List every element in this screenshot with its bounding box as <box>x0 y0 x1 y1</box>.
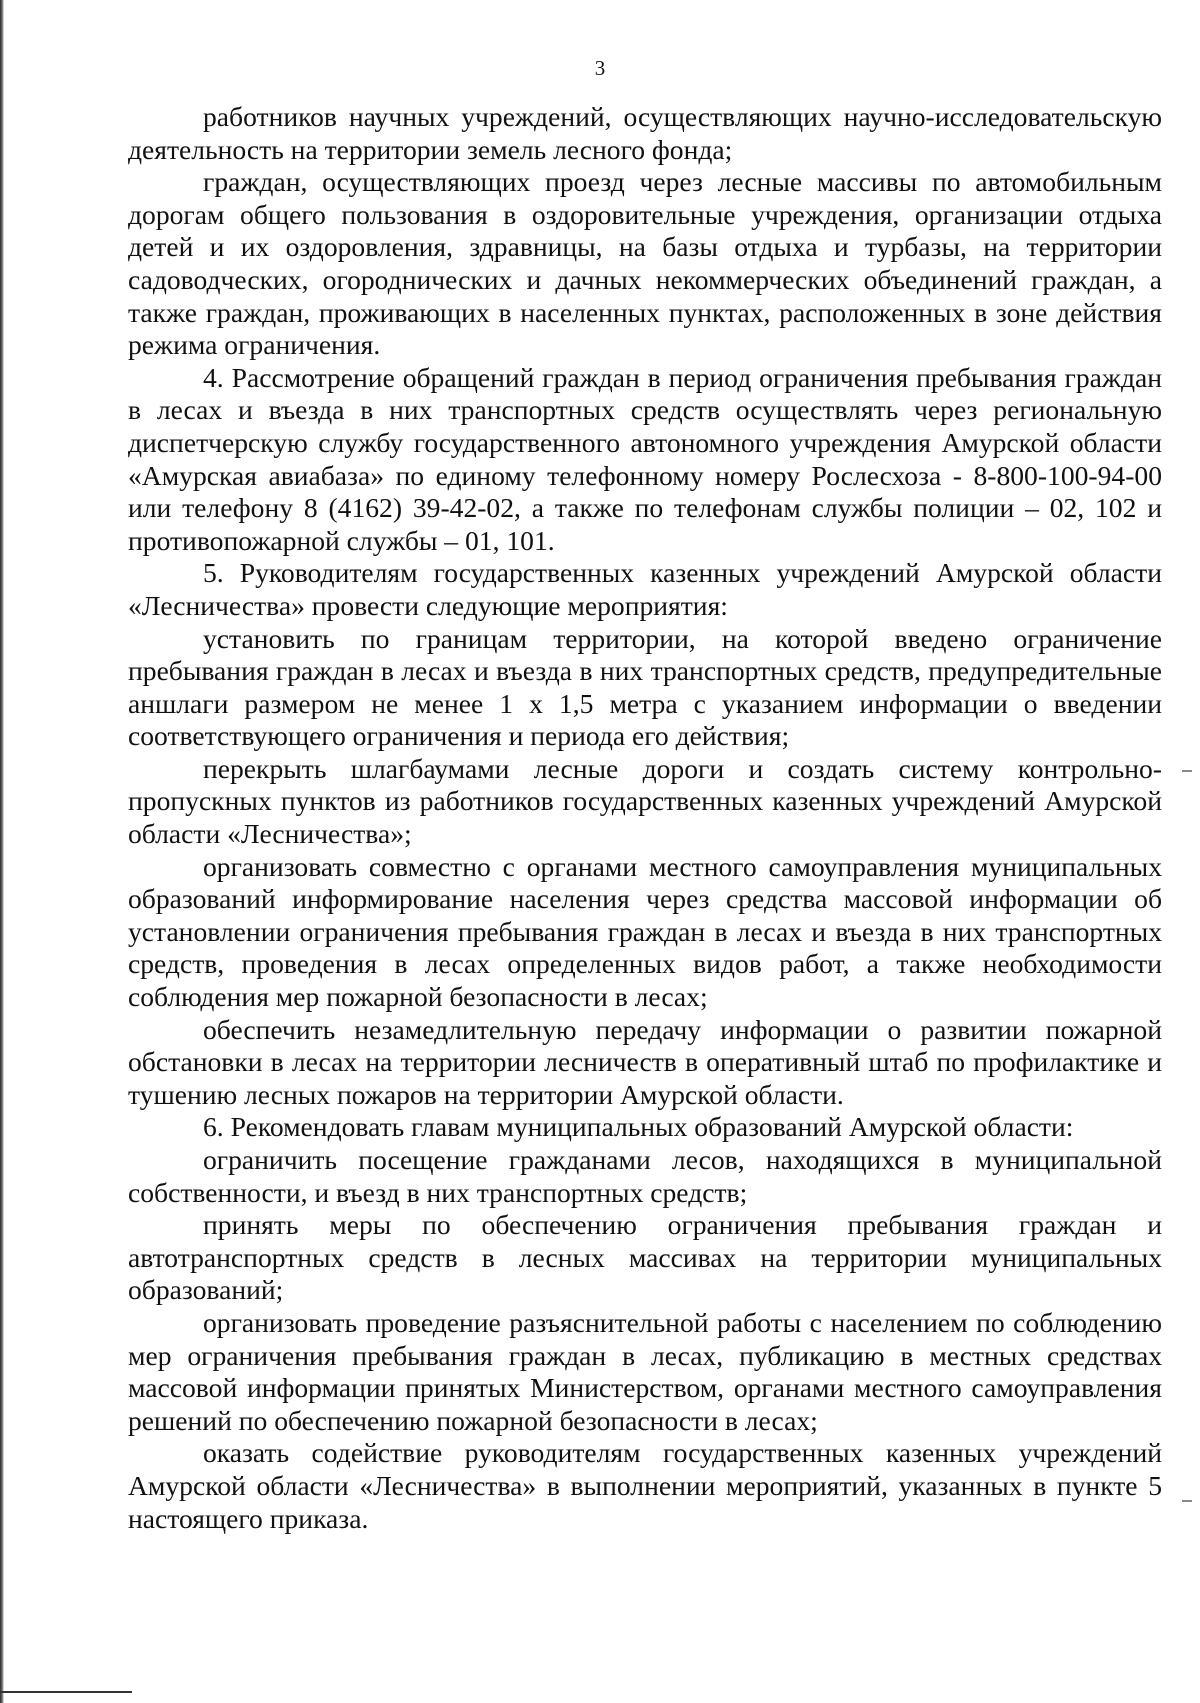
paragraph-researchers: работников научных учреждений, осуществляющих научно-исследовательскую деятельность на территории земель лесного фонда; <box>128 101 1162 165</box>
paragraph-transfer-info: обеспечить незамедлительную передачу информации о развитии пожарной обстановки в лесах на территории лесничеств в оперативный штаб по профилактике и тушению лесных пожаров на территории Амурской области. <box>128 1013 1162 1110</box>
paragraph-item-6: 6. Рекомендовать главам муниципальных образований Амурской области: <box>203 1111 1074 1143</box>
footnote-rule <box>0 1691 132 1693</box>
paragraph-inform-population: организовать совместно с органами местного самоуправления муниципальных образований информирование населения через средства массовой информации об установлении ограничения пребывания граждан в лесах и въезда в них транспортных средств, проведения в лесах определенных видов работ, а также необходимости соблюдения мер пожарной безопасности в лесах; <box>128 850 1162 1013</box>
document-body <box>128 101 1162 1535</box>
scan-margin-mark <box>1182 1500 1192 1502</box>
paragraph-take-measures: принять меры по обеспечению ограничения пребывания граждан и автотранспортных средств в лесных массивах на территории муниципальных образований; <box>128 1209 1162 1306</box>
paragraph-assist-heads: оказать содействие руководителям государственных казенных учреждений Амурской области «Лесничества» в выполнении мероприятий, указанных в пункте 5 настоящего приказа. <box>128 1437 1162 1534</box>
scan-left-edge <box>0 0 4 1703</box>
page-number: 3 <box>594 56 606 80</box>
paragraph-explanatory-work: организовать проведение разъяснительной работы с населением по соблюдению мер ограничения пребывания граждан в лесах, публикацию в местных средствах массовой информации принятых Министерством, органами местного самоуправления решений по обеспечению пожарной безопасности в лесах; <box>128 1306 1162 1436</box>
paragraph-item-4: 4. Рассмотрение обращений граждан в период ограничения пребывания граждан в лесах и въезда в них транспортных средств осуществлять через региональную диспетчерскую службу государственного автономного учреждения Амурской области «Амурская авиабаза» по единому телефонному номеру Рослесхоза - 8-800-100-94-00 или телефону 8 (4162) 39-42-02, а также по телефонам службы полиции – 02, 102 и противопожарной службы – 01, 101. <box>128 361 1162 556</box>
paragraph-install-signs: установить по границам территории, на которой введено ограничение пребывания граждан в лесах и въезда в них транспортных средств, предупредительные аншлаги размером не менее 1 х 1,5 метра с указанием информации о введении соответствующего ограничения и периода его действия; <box>128 622 1162 752</box>
paragraph-block-roads: перекрыть шлагбаумами лесные дороги и создать систему контрольно-пропускных пунктов из работников государственных казенных учреждений Амурской области «Лесничества»; <box>128 752 1162 850</box>
paragraph-item-5: 5. Руководителям государственных казенных учреждений Амурской области «Лесничества» провести следующие мероприятия: <box>128 557 1162 621</box>
paragraph-transit-citizens: граждан, осуществляющих проезд через лесные массивы по автомобильным дорогам общего пользования в оздоровительные учреждения, организации отдыха детей и их оздоровления, здравницы, на базы отдыха и турбазы, на территории садоводческих, огороднических и дачных некоммерческих объединений граждан, а также граждан, проживающих в населенных пунктах, расположенных в зоне действия режима ограничения. <box>128 166 1162 361</box>
paragraph-limit-visits: ограничить посещение гражданами лесов, находящихся в муниципальной собственности, и въезд в них транспортных средств; <box>128 1144 1162 1208</box>
scan-margin-mark <box>1182 770 1192 772</box>
